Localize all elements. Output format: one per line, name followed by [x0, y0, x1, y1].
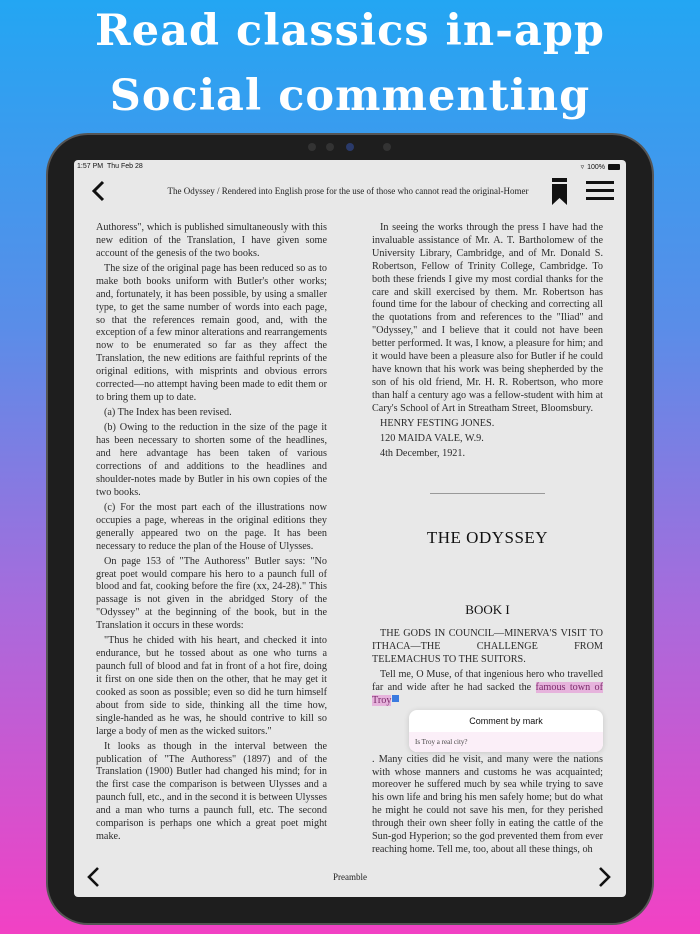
- paragraph: "Thus he chided with his heart, and checked it into endurance, but he tossed about as one who turns a paunch full of blood and fat in front of a hot fire, doing it first on one side then on the other, that he may get it cooked as soon as possible; even so did he turn himself about from side to side, thinking all the time how, single-handed as he was, he should contrive to kill so large a body of men as the wicked suitors.": [96, 635, 327, 737]
- comment-text[interactable]: Is Troy a real city?: [409, 732, 603, 752]
- date-line: 4th December, 1921.: [380, 447, 466, 459]
- book-heading: THE ODYSSEY: [426, 528, 549, 547]
- chapter-label: Preamble: [333, 872, 367, 882]
- book-title-bar: The Odyssey / Rendered into English prose for the use of those who cannot read the original-Homer: [167, 186, 529, 196]
- camera-dot: [383, 143, 391, 151]
- status-date: Thu Feb 28: [106, 163, 143, 170]
- battery-icon: [608, 164, 620, 170]
- right-text-column: [372, 222, 603, 463]
- address: 120 MAIDA VALE, W.9.: [380, 432, 484, 444]
- promo-line-2: Social commenting: [109, 71, 591, 121]
- bookmark-icon: [552, 178, 567, 205]
- comment-title: Comment by mark: [469, 715, 543, 726]
- chapter-text: [372, 628, 603, 859]
- menu-button[interactable]: [586, 181, 614, 201]
- paragraph: The size of the original page has been reduced so as to make both books uniform with Butler's other works; and, fortunately, it has been possible, by using a smaller type, to get the same number of words into each page, so that the references remain good, and, with the exception of a few minor alterations and rearrangements now to be enumerated so far as they affect the Translation, the new editions are faithful reprints of the original editions, with misprints and obvious errors corrected—no attempt having been made to edit them or to bring them up to date.: [96, 262, 327, 403]
- status-time: 1:57 PM: [77, 163, 104, 170]
- signature: HENRY FESTING JONES.: [380, 417, 495, 429]
- left-text-column: [96, 222, 327, 846]
- paragraph: Tell me, O Muse, of that ingenious hero who travelled far and wide after he had sacked the famous town of Troy Comment by mark Is Troy a real city? . Many cities did he visit, and many were the nations with whose manners and customs he was acquainted; moreover he suffered much by sea while trying to save his own life and bring his men safely home; but do what he might he could not save his men, for they perished through their own sheer folly in eating the cattle of the Sun-god Hyperion; so the god prevented them from ever reaching home. Tell me, too, about all these things, oh: [372, 668, 604, 855]
- paragraph: Authoress", which is published simultaneously with this new edition of the Translation, I have given some account of the genesis of the two books.: [96, 222, 327, 259]
- chapter-summary: THE GODS IN COUNCIL—MINERVA'S VISIT TO ITHACA—THE CHALLENGE FROM TELEMACHUS TO THE SUITORS.: [372, 628, 603, 665]
- paragraph: (c) For the most part each of the illustrations now occupies a page, whereas in the original editions they generally appeared two on the page. It has been necessary to reduce the plan of the House of Ulysses.: [96, 501, 327, 552]
- battery-level: 100%: [587, 163, 605, 171]
- chapter-heading: BOOK I: [465, 602, 510, 617]
- camera-dot: [326, 143, 334, 151]
- reader-screen: [74, 160, 626, 897]
- paragraph: On page 153 of "The Authoress" Butler says: "No great poet would compare his hero to a paunch full of blood and fat, cooking before the fire (xx, 24-28)." This passage is not given in the abridged Story of the "Odyssey" at the beginning of the book, but in the Translation it occurs in these words:: [96, 555, 327, 632]
- highlighted-passage[interactable]: famous town of Troy: [372, 681, 604, 706]
- paragraph: (b) Owing to the reduction in the size of the page it has been necessary to shorten some of the headlines, and here advantage has been taken of various corrections of and additions to the headlines and shoulder-notes made by Butler in his own copies of the two books.: [96, 422, 327, 498]
- paragraph: It looks as though in the interval between the publication of "The Authoress" (1897) and of the Translation (1900) Butler had changed his mind; for in the first case the comparison is between Ulysses and a paunch full, etc., and in the second it is between Ulysses and a man who turns a paunch full, etc. The second comparison is perhaps one which a great poet might make.: [96, 740, 327, 842]
- wifi-icon: ▿: [580, 164, 585, 171]
- camera-lens: [346, 143, 354, 151]
- promo-line-1: Read classics in-app: [95, 6, 605, 56]
- chevron-right-icon: [598, 866, 612, 888]
- bookmark-button[interactable]: [552, 178, 567, 205]
- paragraph: In seeing the works through the press I have had the invaluable assistance of Mr. A. T. Bartholomew of the University Library, Cambridge, and of Mr. Donald S. Robertson, Fellow of Trinity College, Cambridge. To both these friends I give my most cordial thanks for the care and skill exercised by them. Mr. Robertson has found time for the labour of checking and correcting all the quotations from and references to the "Iliad" and "Odyssey," and I believe that it could not have been better performed. It was, I know, a pleasure for him; and it would have been a pleasure also for Butler if he could have known that his work was being shepherded by the son of his old friend, Mr. H. R. Robertson, who more than half a century ago was a fellow-student with him at Cary's School of Art in Streatham Street, Bloomsbury.: [372, 222, 603, 414]
- chevron-left-icon: [90, 180, 106, 202]
- comment-marker-icon[interactable]: [392, 695, 399, 702]
- previous-page-button[interactable]: [86, 866, 100, 888]
- hamburger-menu-icon: [586, 181, 614, 201]
- next-page-button[interactable]: [598, 866, 612, 888]
- comment-popup: [409, 710, 603, 752]
- camera-dot: [308, 143, 316, 151]
- back-button[interactable]: [90, 180, 106, 202]
- section-divider: [430, 493, 545, 494]
- paragraph: (a) The Index has been revised.: [104, 407, 232, 419]
- chevron-left-icon: [86, 866, 100, 888]
